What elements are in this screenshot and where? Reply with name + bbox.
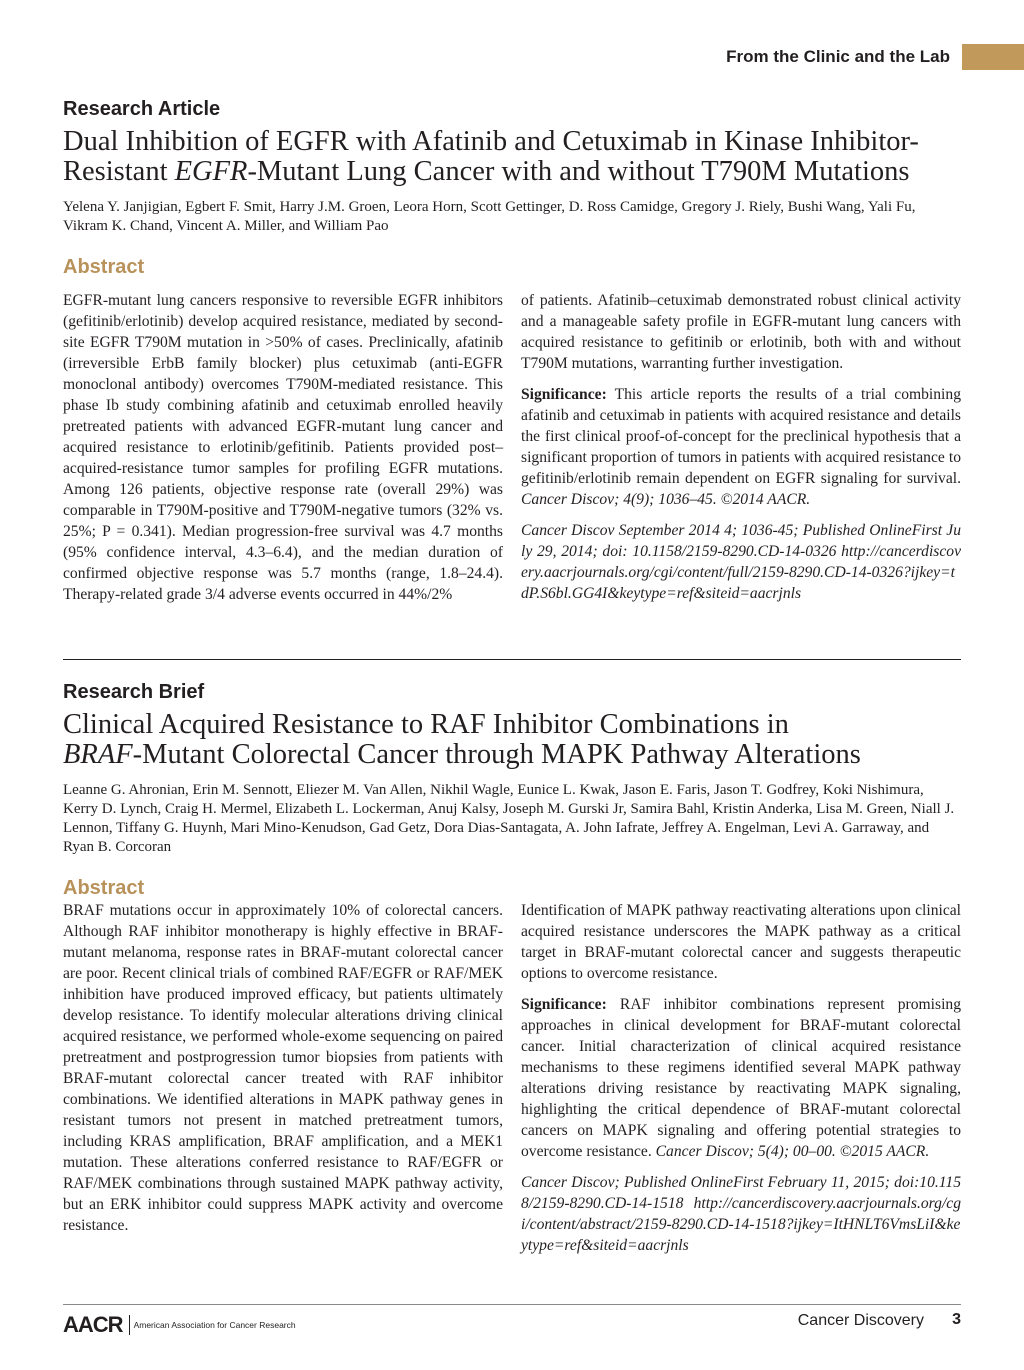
- logo-divider: [129, 1315, 130, 1335]
- section-label: From the Clinic and the Lab: [726, 47, 950, 66]
- article-1-abstract-right: [521, 290, 961, 604]
- article-2-authors: Leanne G. Ahronian, Erin M. Sennott, Eliezer M. Van Allen, Nikhil Wagle, Eunice L. Kwak, Jason E. Faris, Jason T. Godfrey, Koki Nishimura, Kerry D. Lynch, Craig H. Mermel, Elizabeth L. Lockerman, Anuj Kalsy, Joseph M. Gurski Jr, Samira Bahl, Kristin Anderka, Lisa M. Green, Niall J. Lennon, Tiffany G. Huynh, Mari Mino-Kenudson, Gad Getz, Dora Dias-Santagata, A. John Iafrate, Jeffrey A. Engelman, Levi A. Garraway, and Ryan B. Corcoran: [63, 782, 955, 855]
- article-2-citation[interactable]: Cancer Discov; Published OnlineFirst February 11, 2015; doi:10.1158/2159-8290.CD-14-1518 http://cancerdiscovery.aacrjournals.org/cgi/content/abstract/2159-8290.CD-14-1518?ijkey=ItHNLT6VmsLiI&keytype=ref&siteid=aacrjnls: [521, 1174, 961, 1254]
- article-2-title-line2-post: -Mutant Colorectal Cancer through MAPK Pathway Alterations: [132, 739, 861, 770]
- aacr-logo-text: American Association for Cancer Research: [133, 1320, 296, 1330]
- article-1-title-line1: Dual Inhibition of EGFR with Afatinib and Cetuximab in Kinase Inhibitor-: [63, 126, 919, 157]
- article-2-title: [63, 710, 961, 770]
- article-1-significance-text: This article reports the results of a trial combining afatinib and cetuximab in patients with acquired resistance and details the first clinical proof-of-concept for the preclinical hypothesis that a significant proportion of tumors in patients with acquired resistance to gefitinib/erlotinib remain dependent on EGFR signaling for survival.: [521, 386, 961, 487]
- article-2-abstract-text-left: BRAF mutations occur in approximately 10% of colorectal cancers. Although RAF inhibitor monotherapy is highly effective in BRAF-mutant melanoma, response rates in BRAF-mutant colorectal cancer are poor. Recent clinical trials of combined RAF/EGFR or RAF/MEK inhibition have produced improved efficacy, but patients ultimately develop resistance. To identify molecular alterations driving clinical acquired resistance, we performed whole-exome sequencing on paired pretreatment and postprogression tumor biopsies from patients with BRAF-mutant colorectal cancer treated with RAF inhibitor combinations. We identified alterations in MAPK pathway genes in resistant tumors not present in matched pretreatment tumors, including KRAS amplification, BRAF amplification, and a MEK1 mutation. These alterations conferred resistance to RAF/EGFR or RAF/MEK combinations through sustained MAPK pathway activity, but an ERK inhibitor could suppress MAPK activity and overcome resistance.: [63, 902, 503, 1234]
- article-2-abstract-heading: Abstract: [63, 877, 145, 899]
- article-2-significance-text: RAF inhibitor combinations represent promising approaches in clinical development for BRAF-mutant colorectal cancer. Initial characterization of clinical acquired resistance mechanisms to these regimens identified several MAPK pathway alterations driving resistance by reactivating MAPK signaling, highlighting the critical dependence of BRAF-mutant colorectal cancers on MAPK signaling and offering potential strategies to overcome resistance.: [521, 996, 961, 1160]
- article-1-abstract-heading: Abstract: [63, 256, 145, 278]
- article-1-abstract-text-right: of patients. Afatinib–cetuximab demonstrated robust clinical activity and a manageable safety profile in EGFR-mutant lung cancers with acquired resistance to gefitinib or erlotinib, both with and without T790M mutations, warranting further investigation.: [521, 292, 961, 372]
- article-1-title-gene: EGFR: [174, 156, 248, 187]
- article-2-significance: [521, 994, 961, 1162]
- article-2-significance-cite: Cancer Discov; 5(4); 00–00. ©2015 AACR.: [655, 1143, 930, 1160]
- article-2-kicker: Research Brief: [63, 681, 205, 703]
- article-1-abstract-text-left: EGFR-mutant lung cancers responsive to reversible EGFR inhibitors (gefitinib/erlotinib) develop acquired resistance, mediated by second-site EGFR T790M mutation in >50% of cases. Preclinically, afatinib (irreversible ErbB family blocker) plus cetuximab (anti-EGFR monoclonal antibody) overcomes T790M-mediated resistance. This phase Ib study combining afatinib and cetuximab enrolled heavily pretreated patients with advanced EGFR-mutant lung cancer and acquired resistance to erlotinib/gefitinib. Patients provided post–acquired-resistance tumor samples for profiling EGFR mutations. Among 126 patients, objective response rate (overall 29%) was comparable in T790M-positive and T790M-negative tumors (32% vs. 25%; P = 0.341). Median progression-free survival was 4.7 months (95% confidence interval, 4.3–6.4), and the median duration of confirmed objective response was 5.7 months (range, 1.8–24.4). Therapy-related grade 3/4 adverse events occurred in 44%/2%: [63, 292, 503, 603]
- article-2-abstract-text-right: Identification of MAPK pathway reactivating alterations upon clinical acquired resistance underscores the MAPK pathway as a critical target in BRAF-mutant colorectal cancer and suggests therapeutic options to overcome resistance.: [521, 902, 961, 982]
- footer-rule: [63, 1304, 961, 1305]
- article-1-significance-cite: Cancer Discov; 4(9); 1036–45. ©2014 AACR.: [521, 491, 811, 508]
- article-2-abstract-right: [521, 900, 961, 1256]
- aacr-logo: [63, 1314, 296, 1336]
- article-2-abstract-left: [63, 900, 503, 1236]
- article-1-abstract-left: [63, 290, 503, 605]
- article-1-citation[interactable]: Cancer Discov September 2014 4; 1036-45; Published OnlineFirst July 29, 2014; doi: 10.1158/2159-8290.CD-14-0326 http://cancerdiscovery.aacrjournals.org/cgi/content/full/2159-8290.CD-14-0326?ijkey=tdP.S6bl.GG4I&keytype=ref&siteid=aacrjnls: [521, 522, 961, 602]
- page-number: 3: [952, 1311, 961, 1328]
- article-1-title: [63, 127, 961, 187]
- aacr-logo-mark: AACR: [63, 1312, 123, 1337]
- section-tab: [962, 44, 1024, 70]
- article-2-significance-label: Significance:: [521, 996, 607, 1013]
- article-1-significance: [521, 384, 961, 510]
- footer-journal-name: Cancer Discovery: [797, 1312, 924, 1329]
- article-1-authors: Yelena Y. Janjigian, Egbert F. Smit, Harry J.M. Groen, Leora Horn, Scott Gettinger, D. Ross Camidge, Gregory J. Riely, Bushi Wang, Yali Fu, Vikram K. Chand, Vincent A. Miller, and William Pao: [63, 199, 916, 234]
- article-2-title-line1: Clinical Acquired Resistance to RAF Inhibitor Combinations in: [63, 709, 789, 740]
- article-divider: [63, 659, 961, 660]
- section-header: [0, 44, 1024, 70]
- article-1-title-line2-post: -Mutant Lung Cancer with and without T790M Mutations: [247, 156, 910, 187]
- article-1-significance-label: Significance:: [521, 386, 607, 403]
- article-2-header: [63, 681, 961, 900]
- article-2-title-gene: BRAF: [63, 739, 133, 770]
- article-1-title-line2-pre: Resistant: [63, 156, 175, 187]
- article-1-header: [63, 98, 961, 279]
- article-1-kicker: Research Article: [63, 98, 221, 120]
